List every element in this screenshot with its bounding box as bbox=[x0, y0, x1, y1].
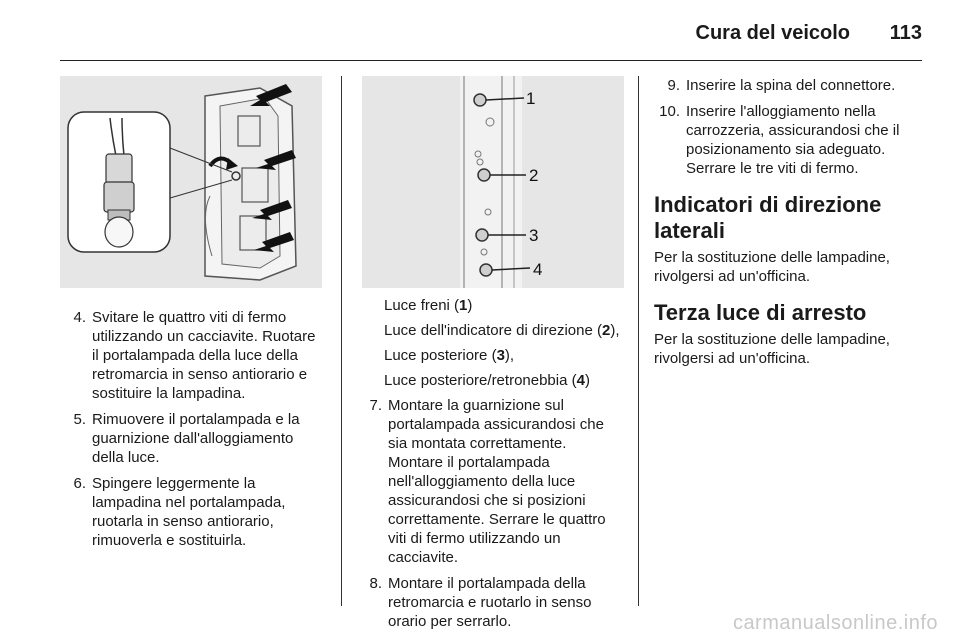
legend-item: Luce posteriore (3), bbox=[384, 347, 515, 364]
steps-list bbox=[60, 308, 322, 550]
watermark: carmanualsonline.info bbox=[732, 612, 938, 634]
list-item: 10. Inserire l'alloggiamento nella carrozzeria, assicurandosi che il posizionamento sia adeguato. Serrare le tre viti di fermo. bbox=[659, 103, 900, 177]
list-item: 4. Svitare le quattro viti di fermo utilizzando un cacciavite. Ruotare il portalampada della luce della retromarcia in senso antiorario e sostituire la lampadina. bbox=[73, 309, 316, 402]
list-item: 5. Rimuovere il portalampada e la guarnizione dall'alloggiamento della luce. bbox=[73, 411, 300, 466]
section-heading: Terza luce di arresto bbox=[654, 300, 867, 325]
list-item: 6. Spingere leggermente la lampadina nel portalampada, ruotarla in senso antiorario, rimuoverla e sostituirla. bbox=[73, 475, 286, 549]
page-number: 113 bbox=[889, 22, 922, 44]
column-right bbox=[654, 76, 922, 374]
callout-label: 1 bbox=[526, 89, 536, 108]
section-heading: Indicatori di direzione laterali bbox=[654, 192, 882, 243]
section-body: Per la sostituzione delle lampadine, rivolgersi ad un'officina. bbox=[654, 331, 890, 367]
callout-label: 2 bbox=[529, 166, 539, 185]
header-title: Cura del veicolo bbox=[695, 22, 850, 44]
column-middle bbox=[362, 76, 624, 638]
list-item: 9. Inserire la spina del connettore. bbox=[667, 77, 896, 94]
callout-label: 3 bbox=[529, 226, 539, 245]
page-header bbox=[60, 18, 922, 61]
figure-bulb-holder bbox=[60, 76, 322, 288]
list-item: 7. Montare la guarnizione sul portalampada assicurandosi che sia montata correttamente. Montare il portalampada nell'alloggiamento della luce assicurandosi che si posizioni correttamente. Serrare le quattro viti di fermo utilizzando un cacciavite. bbox=[369, 397, 606, 566]
column-left bbox=[60, 76, 322, 557]
lamp-positions-illustration bbox=[362, 76, 624, 288]
column-divider bbox=[638, 76, 639, 606]
legend-item: Luce dell'indicatore di direzione (2), bbox=[384, 322, 620, 339]
legend-item: Luce freni (1) bbox=[384, 297, 473, 314]
steps-list bbox=[362, 396, 624, 631]
bulb-holder-illustration bbox=[60, 76, 322, 288]
figure-lamp-positions bbox=[362, 76, 624, 288]
legend-item: Luce posteriore/retronebbia (4) bbox=[384, 372, 590, 389]
steps-list bbox=[654, 76, 922, 178]
column-divider bbox=[341, 76, 342, 606]
callout-label: 4 bbox=[533, 260, 543, 279]
figure-legend bbox=[384, 296, 624, 390]
section-body: Per la sostituzione delle lampadine, rivolgersi ad un'officina. bbox=[654, 249, 890, 285]
list-item: 8. Montare il portalampada della retromarcia e ruotarlo in senso orario per serrarlo. bbox=[369, 575, 592, 630]
